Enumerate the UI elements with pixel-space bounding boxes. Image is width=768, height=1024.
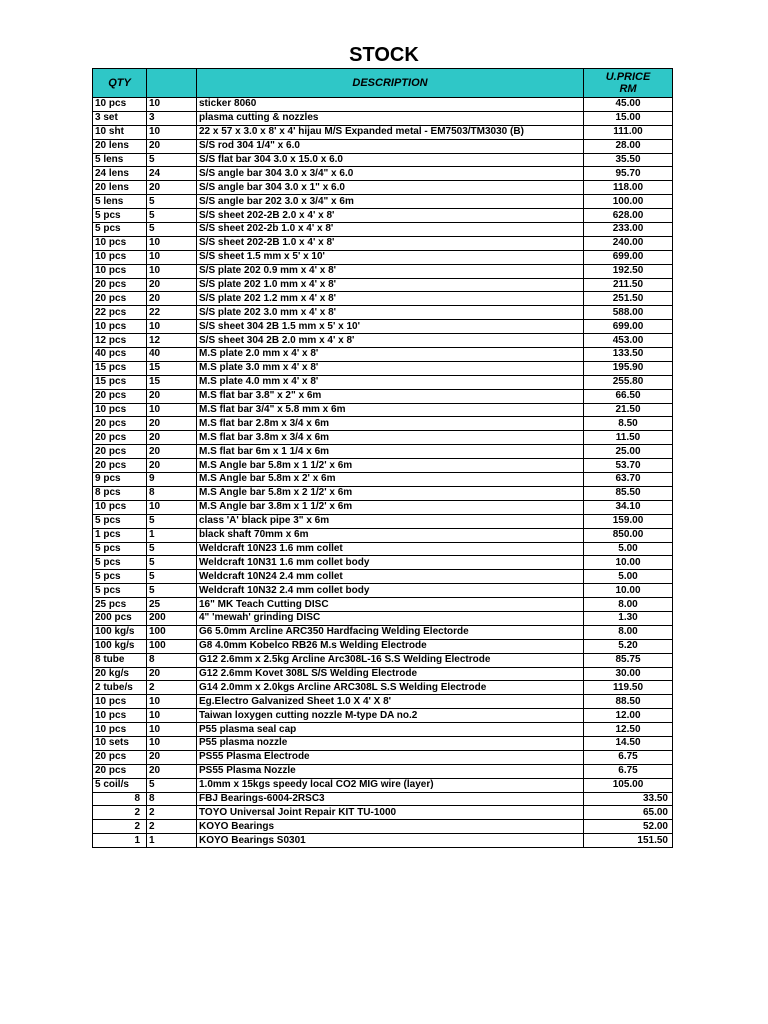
description-cell: G8 4.0mm Kobelco RB26 M.s Welding Electrode: [197, 639, 584, 653]
table-row: [93, 361, 673, 375]
description-cell: S/S sheet 202-2b 1.0 x 4' x 8': [197, 223, 584, 237]
table-row: [93, 806, 673, 820]
number-cell: 24: [147, 167, 197, 181]
price-cell: 195.90: [584, 361, 673, 375]
number-cell: 8: [147, 653, 197, 667]
page-title: STOCK: [349, 44, 419, 66]
description-cell: M.S Angle bar 5.8m x 1 1/2' x 6m: [197, 459, 584, 473]
number-cell: 10: [147, 264, 197, 278]
price-cell: 53.70: [584, 459, 673, 473]
table-row: [93, 403, 673, 417]
number-cell: 20: [147, 139, 197, 153]
price-cell: 34.10: [584, 500, 673, 514]
qty-cell: 9 pcs: [93, 473, 147, 487]
qty-cell: 10 pcs: [93, 695, 147, 709]
table-row: [93, 139, 673, 153]
price-cell: 5.00: [584, 542, 673, 556]
table-row: [93, 181, 673, 195]
price-cell: 30.00: [584, 667, 673, 681]
price-cell: 5.00: [584, 570, 673, 584]
number-cell: 200: [147, 611, 197, 625]
table-row: [93, 764, 673, 778]
number-cell: 20: [147, 750, 197, 764]
qty-cell: 20 pcs: [93, 431, 147, 445]
qty-cell: 100 kg/s: [93, 625, 147, 639]
qty-cell: 20 lens: [93, 139, 147, 153]
description-cell: M.S flat bar 6m x 1 1/4 x 6m: [197, 445, 584, 459]
qty-cell: 2 tube/s: [93, 681, 147, 695]
qty-cell: 2: [93, 806, 147, 820]
table-row: [93, 611, 673, 625]
qty-cell: 15 pcs: [93, 375, 147, 389]
number-cell: 5: [147, 223, 197, 237]
qty-cell: 10 pcs: [93, 264, 147, 278]
price-cell: 88.50: [584, 695, 673, 709]
number-cell: 10: [147, 236, 197, 250]
table-row: [93, 709, 673, 723]
number-cell: 20: [147, 667, 197, 681]
table-row: [93, 653, 673, 667]
description-cell: plasma cutting & nozzles: [197, 111, 584, 125]
price-cell: 85.75: [584, 653, 673, 667]
description-cell: S/S angle bar 304 3.0 x 3/4" x 6.0: [197, 167, 584, 181]
price-cell: 14.50: [584, 736, 673, 750]
description-cell: M.S Angle bar 5.8m x 2 1/2' x 6m: [197, 486, 584, 500]
table-row: [93, 778, 673, 792]
qty-cell: 8 pcs: [93, 486, 147, 500]
qty-cell: 5 pcs: [93, 514, 147, 528]
number-cell: 8: [147, 486, 197, 500]
price-cell: 95.70: [584, 167, 673, 181]
table-row: [93, 486, 673, 500]
price-cell: 45.00: [584, 98, 673, 112]
price-cell: 6.75: [584, 750, 673, 764]
number-cell: 10: [147, 125, 197, 139]
number-cell: 12: [147, 334, 197, 348]
price-cell: 699.00: [584, 320, 673, 334]
price-cell: 6.75: [584, 764, 673, 778]
number-cell: 5: [147, 778, 197, 792]
price-cell: 11.50: [584, 431, 673, 445]
description-cell: M.S flat bar 3/4" x 5.8 mm x 6m: [197, 403, 584, 417]
table-row: [93, 431, 673, 445]
table-row: [93, 153, 673, 167]
price-cell: 52.00: [584, 820, 673, 834]
table-row: [93, 209, 673, 223]
price-cell: 192.50: [584, 264, 673, 278]
number-cell: 2: [147, 681, 197, 695]
description-cell: black shaft 70mm x 6m: [197, 528, 584, 542]
table-row: [93, 473, 673, 487]
table-row: [93, 695, 673, 709]
qty-cell: 5 pcs: [93, 209, 147, 223]
number-cell: 10: [147, 709, 197, 723]
stock-table: [92, 68, 673, 848]
qty-cell: 20 pcs: [93, 292, 147, 306]
number-cell: 20: [147, 389, 197, 403]
description-cell: S/S angle bar 304 3.0 x 1" x 6.0: [197, 181, 584, 195]
price-cell: 63.70: [584, 473, 673, 487]
number-cell: 1: [147, 834, 197, 848]
table-row: [93, 598, 673, 612]
qty-cell: 20 pcs: [93, 764, 147, 778]
qty-cell: 20 kg/s: [93, 667, 147, 681]
description-cell: S/S sheet 202-2B 2.0 x 4' x 8': [197, 209, 584, 223]
number-cell: 10: [147, 500, 197, 514]
price-cell: 100.00: [584, 195, 673, 209]
description-cell: M.S plate 4.0 mm x 4' x 8': [197, 375, 584, 389]
qty-cell: 15 pcs: [93, 361, 147, 375]
price-cell: 233.00: [584, 223, 673, 237]
description-cell: S/S rod 304 1/4" x 6.0: [197, 139, 584, 153]
number-cell: 5: [147, 570, 197, 584]
qty-cell: 2: [93, 820, 147, 834]
table-row: [93, 834, 673, 848]
description-cell: S/S plate 202 3.0 mm x 4' x 8': [197, 306, 584, 320]
description-cell: 1.0mm x 15kgs speedy local CO2 MIG wire (layer): [197, 778, 584, 792]
table-row: [93, 195, 673, 209]
table-row: [93, 667, 673, 681]
number-cell: 10: [147, 98, 197, 112]
description-cell: S/S sheet 304 2B 1.5 mm x 5' x 10': [197, 320, 584, 334]
description-cell: G6 5.0mm Arcline ARC350 Hardfacing Welding Electorde: [197, 625, 584, 639]
qty-cell: 200 pcs: [93, 611, 147, 625]
number-cell: 2: [147, 820, 197, 834]
qty-cell: 1: [93, 834, 147, 848]
qty-cell: 10 pcs: [93, 709, 147, 723]
description-cell: M.S Angle bar 5.8m x 2' x 6m: [197, 473, 584, 487]
price-cell: 8.00: [584, 625, 673, 639]
number-cell: 5: [147, 514, 197, 528]
price-cell: 12.00: [584, 709, 673, 723]
table-row: [93, 570, 673, 584]
price-cell: 8.00: [584, 598, 673, 612]
table-row: [93, 736, 673, 750]
number-cell: 10: [147, 736, 197, 750]
number-cell: 10: [147, 250, 197, 264]
price-cell: 10.00: [584, 584, 673, 598]
table-row: [93, 125, 673, 139]
table-row: [93, 375, 673, 389]
table-row: [93, 264, 673, 278]
qty-cell: 8 tube: [93, 653, 147, 667]
number-cell: 20: [147, 181, 197, 195]
description-cell: M.S Angle bar 3.8m x 1 1/2' x 6m: [197, 500, 584, 514]
table-row: [93, 278, 673, 292]
price-header-line1: U.PRICE: [605, 71, 651, 83]
qty-cell: 10 pcs: [93, 250, 147, 264]
description-cell: S/S flat bar 304 3.0 x 15.0 x 6.0: [197, 153, 584, 167]
description-cell: 4" 'mewah' grinding DISC: [197, 611, 584, 625]
description-cell: Weldcraft 10N23 1.6 mm collet: [197, 542, 584, 556]
description-cell: G12 2.6mm Kovet 308L S/S Welding Electrode: [197, 667, 584, 681]
price-header-line2: RM: [619, 83, 637, 95]
table-row: [93, 236, 673, 250]
description-cell: Weldcraft 10N32 2.4 mm collet body: [197, 584, 584, 598]
table-row: [93, 750, 673, 764]
number-cell: 5: [147, 556, 197, 570]
price-cell: 588.00: [584, 306, 673, 320]
price-cell: 66.50: [584, 389, 673, 403]
number-cell: 100: [147, 639, 197, 653]
table-row: [93, 223, 673, 237]
description-cell: Weldcraft 10N31 1.6 mm collet body: [197, 556, 584, 570]
qty-cell: 20 lens: [93, 181, 147, 195]
qty-cell: 25 pcs: [93, 598, 147, 612]
description-cell: M.S flat bar 3.8" x 2" x 6m: [197, 389, 584, 403]
description-cell: TOYO Universal Joint Repair KIT TU-1000: [197, 806, 584, 820]
qty-cell: 40 pcs: [93, 348, 147, 362]
price-cell: 699.00: [584, 250, 673, 264]
table-row: [93, 334, 673, 348]
number-cell: 20: [147, 459, 197, 473]
price-cell: 8.50: [584, 417, 673, 431]
qty-cell: 20 pcs: [93, 445, 147, 459]
description-cell: Eg.Electro Galvanized Sheet 1.0 X 4' X 8': [197, 695, 584, 709]
price-cell: 65.00: [584, 806, 673, 820]
price-cell: 255.80: [584, 375, 673, 389]
qty-cell: 5 lens: [93, 153, 147, 167]
qty-cell: 10 pcs: [93, 723, 147, 737]
table-row: [93, 528, 673, 542]
number-cell: 5: [147, 153, 197, 167]
table-row: [93, 417, 673, 431]
qty-cell: 1 pcs: [93, 528, 147, 542]
table-row: [93, 348, 673, 362]
number-cell: 20: [147, 278, 197, 292]
table-row: [93, 111, 673, 125]
description-cell: S/S sheet 1.5 mm x 5' x 10': [197, 250, 584, 264]
number-cell: 2: [147, 806, 197, 820]
number-cell: 100: [147, 625, 197, 639]
number-cell: 5: [147, 542, 197, 556]
table-row: [93, 639, 673, 653]
number-cell: 10: [147, 695, 197, 709]
number-cell: 1: [147, 528, 197, 542]
qty-cell: 20 pcs: [93, 417, 147, 431]
num-header: [147, 69, 197, 98]
number-cell: 5: [147, 209, 197, 223]
price-cell: 251.50: [584, 292, 673, 306]
number-cell: 15: [147, 361, 197, 375]
qty-cell: 5 pcs: [93, 584, 147, 598]
price-cell: 105.00: [584, 778, 673, 792]
qty-header: QTY: [93, 69, 147, 98]
number-cell: 22: [147, 306, 197, 320]
number-cell: 3: [147, 111, 197, 125]
number-cell: 15: [147, 375, 197, 389]
description-cell: S/S plate 202 0.9 mm x 4' x 8': [197, 264, 584, 278]
table-row: [93, 306, 673, 320]
table-row: [93, 584, 673, 598]
price-cell: 15.00: [584, 111, 673, 125]
number-cell: 5: [147, 195, 197, 209]
qty-cell: 22 pcs: [93, 306, 147, 320]
table-row: [93, 250, 673, 264]
number-cell: 25: [147, 598, 197, 612]
description-cell: M.S flat bar 3.8m x 3/4 x 6m: [197, 431, 584, 445]
description-cell: S/S sheet 202-2B 1.0 x 4' x 8': [197, 236, 584, 250]
description-cell: FBJ Bearings-6004-2RSC3: [197, 792, 584, 806]
table-row: [93, 459, 673, 473]
description-cell: PS55 Plasma Nozzle: [197, 764, 584, 778]
table-row: [93, 292, 673, 306]
table-row: [93, 98, 673, 112]
price-cell: 628.00: [584, 209, 673, 223]
table-row: [93, 792, 673, 806]
price-cell: 21.50: [584, 403, 673, 417]
qty-cell: 10 pcs: [93, 236, 147, 250]
qty-cell: 100 kg/s: [93, 639, 147, 653]
description-cell: S/S sheet 304 2B 2.0 mm x 4' x 8': [197, 334, 584, 348]
description-cell: class 'A' black pipe 3" x 6m: [197, 514, 584, 528]
price-cell: 240.00: [584, 236, 673, 250]
description-cell: M.S plate 2.0 mm x 4' x 8': [197, 348, 584, 362]
description-header: DESCRIPTION: [197, 69, 584, 98]
qty-cell: 20 pcs: [93, 459, 147, 473]
description-cell: G12 2.6mm x 2.5kg Arcline Arc308L-16 S.S Welding Electrode: [197, 653, 584, 667]
table-row: [93, 820, 673, 834]
table-row: [93, 723, 673, 737]
qty-cell: 10 pcs: [93, 500, 147, 514]
price-cell: 453.00: [584, 334, 673, 348]
number-cell: 10: [147, 320, 197, 334]
price-cell: 33.50: [584, 792, 673, 806]
qty-cell: 5 pcs: [93, 556, 147, 570]
description-cell: P55 plasma seal cap: [197, 723, 584, 737]
price-cell: 85.50: [584, 486, 673, 500]
header-row: [93, 69, 673, 98]
description-cell: 22 x 57 x 3.0 x 8' x 4' hijau M/S Expanded metal - EM7503/TM3030 (B): [197, 125, 584, 139]
number-cell: 20: [147, 431, 197, 445]
table-row: [93, 542, 673, 556]
qty-cell: 24 lens: [93, 167, 147, 181]
qty-cell: 5 pcs: [93, 570, 147, 584]
price-cell: 211.50: [584, 278, 673, 292]
description-cell: 16" MK Teach Cutting DISC: [197, 598, 584, 612]
price-header: [584, 69, 673, 98]
table-row: [93, 500, 673, 514]
qty-cell: 5 lens: [93, 195, 147, 209]
number-cell: 20: [147, 445, 197, 459]
number-cell: 5: [147, 584, 197, 598]
qty-cell: 10 pcs: [93, 403, 147, 417]
number-cell: 10: [147, 723, 197, 737]
description-cell: M.S plate 3.0 mm x 4' x 8': [197, 361, 584, 375]
table-row: [93, 556, 673, 570]
qty-cell: 12 pcs: [93, 334, 147, 348]
price-cell: 111.00: [584, 125, 673, 139]
description-cell: sticker 8060: [197, 98, 584, 112]
qty-cell: 5 pcs: [93, 542, 147, 556]
description-cell: Taiwan loxygen cutting nozzle M-type DA no.2: [197, 709, 584, 723]
table-row: [93, 320, 673, 334]
qty-cell: 10 sht: [93, 125, 147, 139]
number-cell: 8: [147, 792, 197, 806]
number-cell: 9: [147, 473, 197, 487]
table-row: [93, 389, 673, 403]
qty-cell: 10 sets: [93, 736, 147, 750]
description-cell: S/S plate 202 1.2 mm x 4' x 8': [197, 292, 584, 306]
description-cell: S/S angle bar 202 3.0 x 3/4" x 6m: [197, 195, 584, 209]
description-cell: KOYO Bearings: [197, 820, 584, 834]
number-cell: 20: [147, 417, 197, 431]
table-row: [93, 681, 673, 695]
qty-cell: 10 pcs: [93, 320, 147, 334]
qty-cell: 10 pcs: [93, 98, 147, 112]
description-cell: Weldcraft 10N24 2.4 mm collet: [197, 570, 584, 584]
price-cell: 1.30: [584, 611, 673, 625]
qty-cell: 8: [93, 792, 147, 806]
price-cell: 10.00: [584, 556, 673, 570]
description-cell: S/S plate 202 1.0 mm x 4' x 8': [197, 278, 584, 292]
price-cell: 28.00: [584, 139, 673, 153]
table-row: [93, 625, 673, 639]
description-cell: KOYO Bearings S0301: [197, 834, 584, 848]
description-cell: G14 2.0mm x 2.0kgs Arcline ARC308L S.S Welding Electrode: [197, 681, 584, 695]
description-cell: M.S flat bar 2.8m x 3/4 x 6m: [197, 417, 584, 431]
price-cell: 850.00: [584, 528, 673, 542]
number-cell: 20: [147, 764, 197, 778]
number-cell: 40: [147, 348, 197, 362]
description-cell: P55 plasma nozzle: [197, 736, 584, 750]
number-cell: 10: [147, 403, 197, 417]
qty-cell: 20 pcs: [93, 389, 147, 403]
price-cell: 133.50: [584, 348, 673, 362]
price-cell: 159.00: [584, 514, 673, 528]
qty-cell: 20 pcs: [93, 750, 147, 764]
table-row: [93, 167, 673, 181]
qty-cell: 5 coil/s: [93, 778, 147, 792]
price-cell: 35.50: [584, 153, 673, 167]
price-cell: 119.50: [584, 681, 673, 695]
table-row: [93, 514, 673, 528]
number-cell: 20: [147, 292, 197, 306]
price-cell: 5.20: [584, 639, 673, 653]
table-row: [93, 445, 673, 459]
qty-cell: 5 pcs: [93, 223, 147, 237]
price-cell: 118.00: [584, 181, 673, 195]
qty-cell: 20 pcs: [93, 278, 147, 292]
description-cell: PS55 Plasma Electrode: [197, 750, 584, 764]
price-cell: 12.50: [584, 723, 673, 737]
qty-cell: 3 set: [93, 111, 147, 125]
price-cell: 151.50: [584, 834, 673, 848]
price-cell: 25.00: [584, 445, 673, 459]
